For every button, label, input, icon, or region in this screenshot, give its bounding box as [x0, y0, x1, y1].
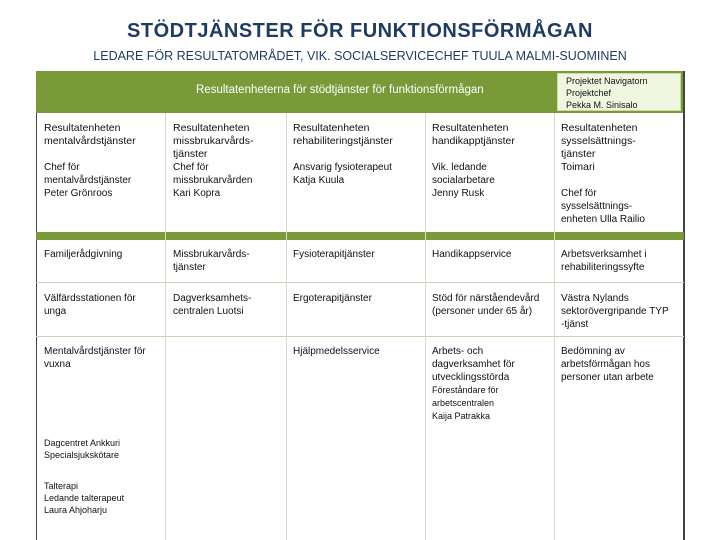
- unit-title-line: Resultatenheten: [293, 122, 370, 134]
- service-item: [287, 345, 425, 358]
- unit-title-line: sysselsättnings-: [561, 135, 636, 147]
- unit-title-line: tjänster: [561, 148, 596, 160]
- unit-title-line: Resultatenheten: [173, 122, 250, 134]
- service-item: [167, 292, 286, 318]
- unit-title-line: missbrukarvårds-: [173, 135, 254, 147]
- service-line: arbetsförmågan hos: [561, 359, 650, 370]
- unit-leader-line: Peter Grönroos: [44, 188, 113, 199]
- service-line: personer utan arbete: [561, 372, 654, 383]
- service-line: dagverksamhet för: [432, 359, 515, 370]
- unit-title-line: mentalvårdstjänster: [44, 135, 136, 147]
- unit-leader-line: Chef för: [173, 162, 209, 173]
- service-line: utvecklingsstörda: [432, 372, 510, 383]
- unit-title-line: Resultatenheten: [561, 122, 638, 134]
- service-item: [426, 248, 554, 261]
- service-line: Bedömning av: [561, 346, 625, 357]
- unit-leader-line: Vik. ledande: [432, 162, 487, 173]
- unit-leader-line: sysselsättnings-: [561, 201, 633, 212]
- unit-cell-employment: [555, 122, 683, 226]
- section-separator: [36, 232, 684, 240]
- column-divider: [165, 113, 166, 540]
- service-line: Välfärdsstationen för: [44, 293, 136, 304]
- project-box-line: Projektchef: [566, 88, 612, 98]
- service-line: Dagverksamhets-: [173, 293, 252, 304]
- service-line: Dagcentret Ankkuri: [44, 438, 121, 448]
- unit-leader-line: mentalvårdstjänster: [44, 175, 132, 186]
- service-line: Ledande talterapeut: [44, 493, 125, 503]
- service-item: [38, 248, 165, 261]
- service-line: centralen Luotsi: [173, 306, 244, 317]
- unit-cell-disability: [426, 122, 554, 200]
- service-item: [555, 292, 683, 331]
- service-line: Kaija Patrakka: [432, 411, 491, 421]
- project-box: [557, 73, 681, 111]
- service-item: [426, 292, 554, 318]
- service-item: [426, 345, 554, 423]
- service-line: Hjälpmedelsservice: [293, 346, 380, 357]
- service-item: [38, 345, 165, 371]
- service-item: [555, 345, 683, 384]
- page-title: STÖDTJÄNSTER FÖR FUNKTIONSFÖRMÅGAN: [127, 20, 593, 42]
- service-line: Talterapi: [44, 481, 79, 491]
- unit-leader-line: Kari Kopra: [173, 188, 221, 199]
- service-line: Missbrukarvårds-: [173, 249, 250, 260]
- service-item: [287, 248, 425, 261]
- unit-cell-substance: [167, 122, 286, 200]
- service-line: (personer under 65 år): [432, 306, 533, 317]
- project-box-line: Projektet Navigatorn: [566, 76, 648, 86]
- service-item: [38, 292, 165, 318]
- unit-leader-line: Chef för: [44, 162, 80, 173]
- service-line: -tjänst: [561, 319, 589, 330]
- unit-title-line: Resultatenheten: [432, 122, 509, 134]
- service-item: [287, 292, 425, 305]
- project-box-line: Pekka M. Sinisalo: [566, 100, 638, 110]
- row-divider: [36, 282, 684, 283]
- service-line: Handikappservice: [432, 249, 512, 260]
- service-line: arbetscentralen: [432, 398, 495, 408]
- row-divider: [36, 336, 684, 337]
- service-item: [38, 437, 165, 461]
- unit-leader-line: Chef för: [561, 188, 597, 199]
- service-line: Familjerådgivning: [44, 249, 123, 260]
- service-item: [167, 248, 286, 274]
- service-line: sektorövergripande TYP: [561, 306, 669, 317]
- service-line: unga: [44, 306, 67, 317]
- service-line: Ergoterapitjänster: [293, 293, 372, 304]
- unit-title-line: Resultatenheten: [44, 122, 121, 134]
- service-line: Arbetsverksamhet i: [561, 249, 647, 260]
- unit-leader-line: missbrukarvården: [173, 175, 253, 186]
- service-line: Stöd för närståendevård: [432, 293, 540, 304]
- service-item: [38, 480, 165, 516]
- unit-title-line: tjänster: [173, 148, 208, 160]
- unit-leader-line: enheten Ulla Railio: [561, 214, 645, 225]
- unit-leader-line: Katja Kuula: [293, 175, 345, 186]
- unit-title-line: Toimari: [561, 161, 595, 173]
- service-line: Västra Nylands: [561, 293, 629, 304]
- left-border: [36, 113, 37, 540]
- unit-title-line: handikapptjänster: [432, 135, 515, 147]
- service-line: Fysioterapitjänster: [293, 249, 375, 260]
- service-line: Specialsjukskötare: [44, 450, 120, 460]
- unit-cell-rehab: [287, 122, 425, 187]
- service-line: vuxna: [44, 359, 71, 370]
- service-line: Arbets- och: [432, 346, 484, 357]
- page-subtitle: LEDARE FÖR RESULTATOMRÅDET, VIK. SOCIALSERVICECHEF TUULA MALMI-SUOMINEN: [93, 49, 627, 63]
- unit-title-line: rehabiliteringstjänster: [293, 135, 393, 147]
- service-item: [555, 248, 683, 274]
- right-border: [683, 71, 685, 540]
- banner-text: Resultatenheterna för stödtjänster för funktionsförmågan: [196, 84, 484, 96]
- unit-leader-line: Jenny Rusk: [432, 188, 485, 199]
- service-line: rehabiliteringssyfte: [561, 262, 645, 273]
- service-line: tjänster: [173, 262, 206, 273]
- service-line: Laura Ahjoharju: [44, 505, 108, 515]
- service-line: Föreståndare för: [432, 385, 499, 395]
- unit-leader-line: Ansvarig fysioterapeut: [293, 162, 392, 173]
- unit-leader-line: socialarbetare: [432, 175, 495, 186]
- service-line: Mentalvårdstjänster för: [44, 346, 146, 357]
- unit-cell-mental: [38, 122, 165, 200]
